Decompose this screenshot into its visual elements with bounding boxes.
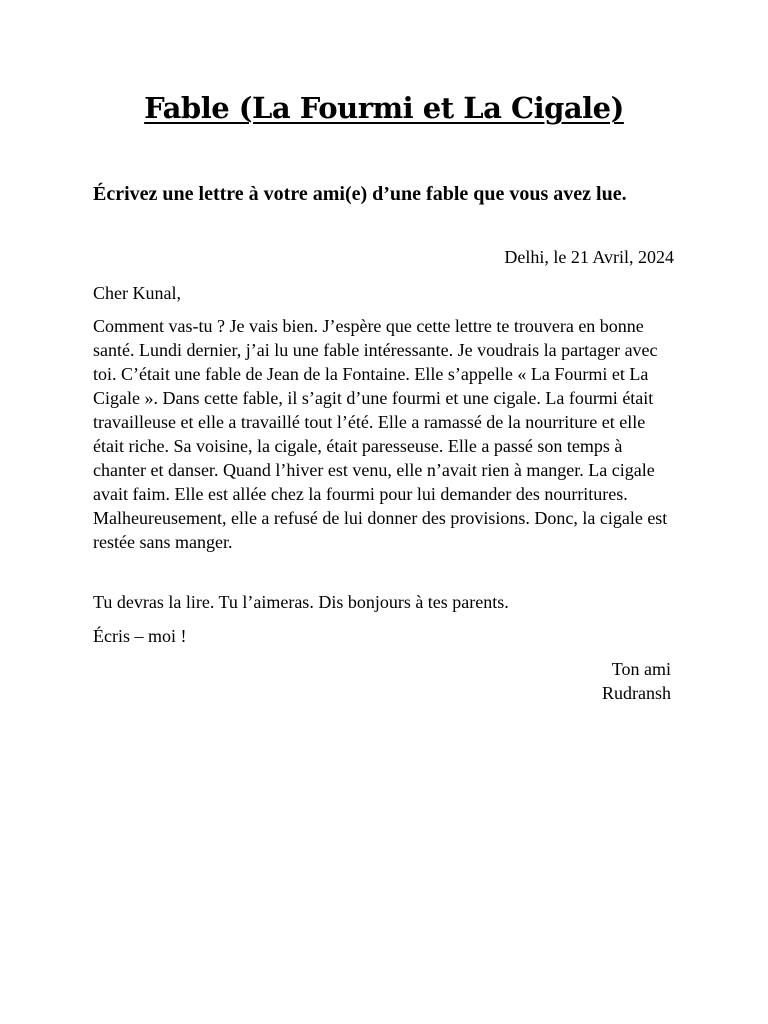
page-title: Fable (La Fourmi et La Cigale) xyxy=(144,91,624,125)
signature-name: Rudransh xyxy=(602,683,671,703)
signature-block xyxy=(93,657,671,705)
letter-greeting: Cher Kunal, xyxy=(93,283,181,303)
letter-closing-line: Tu devras la lire. Tu l’aimeras. Dis bonjours à tes parents. xyxy=(93,592,509,612)
assignment-question: Écrivez une lettre à votre ami(e) d’une fable que vous avez lue. xyxy=(93,183,627,205)
letter-closing-request: Écris – moi ! xyxy=(93,626,187,646)
letter-body: Comment vas-tu ? Je vais bien. J’espère que cette lettre te trouvera en bonne santé. Lundi dernier, j’ai lu une fable intéressante. Je voudrais la partager avec toi. C’était une fable de Jean de la Fontaine. Elle s’appelle « La Fourmi et La Cigale ». Dans cette fable, il s’agit d’une fourmi et une cigale. La fourmi était travailleuse et elle a travaillé tout l’été. Elle a ramassé de la nourriture et elle était riche. Sa voisine, la cigale, était paresseuse. Elle a passé son temps à chanter et danser. Quand l’hiver est venu, elle n’avait rien à manger. La cigale avait faim. Elle est allée chez la fourmi pour lui demander des nourritures. Malheureusement, elle a refusé de lui donner des provisions. Donc, la cigale est restée sans manger. xyxy=(93,316,668,552)
date-line: Delhi, le 21 Avril, 2024 xyxy=(504,247,674,267)
signoff-text: Ton ami xyxy=(611,659,671,679)
